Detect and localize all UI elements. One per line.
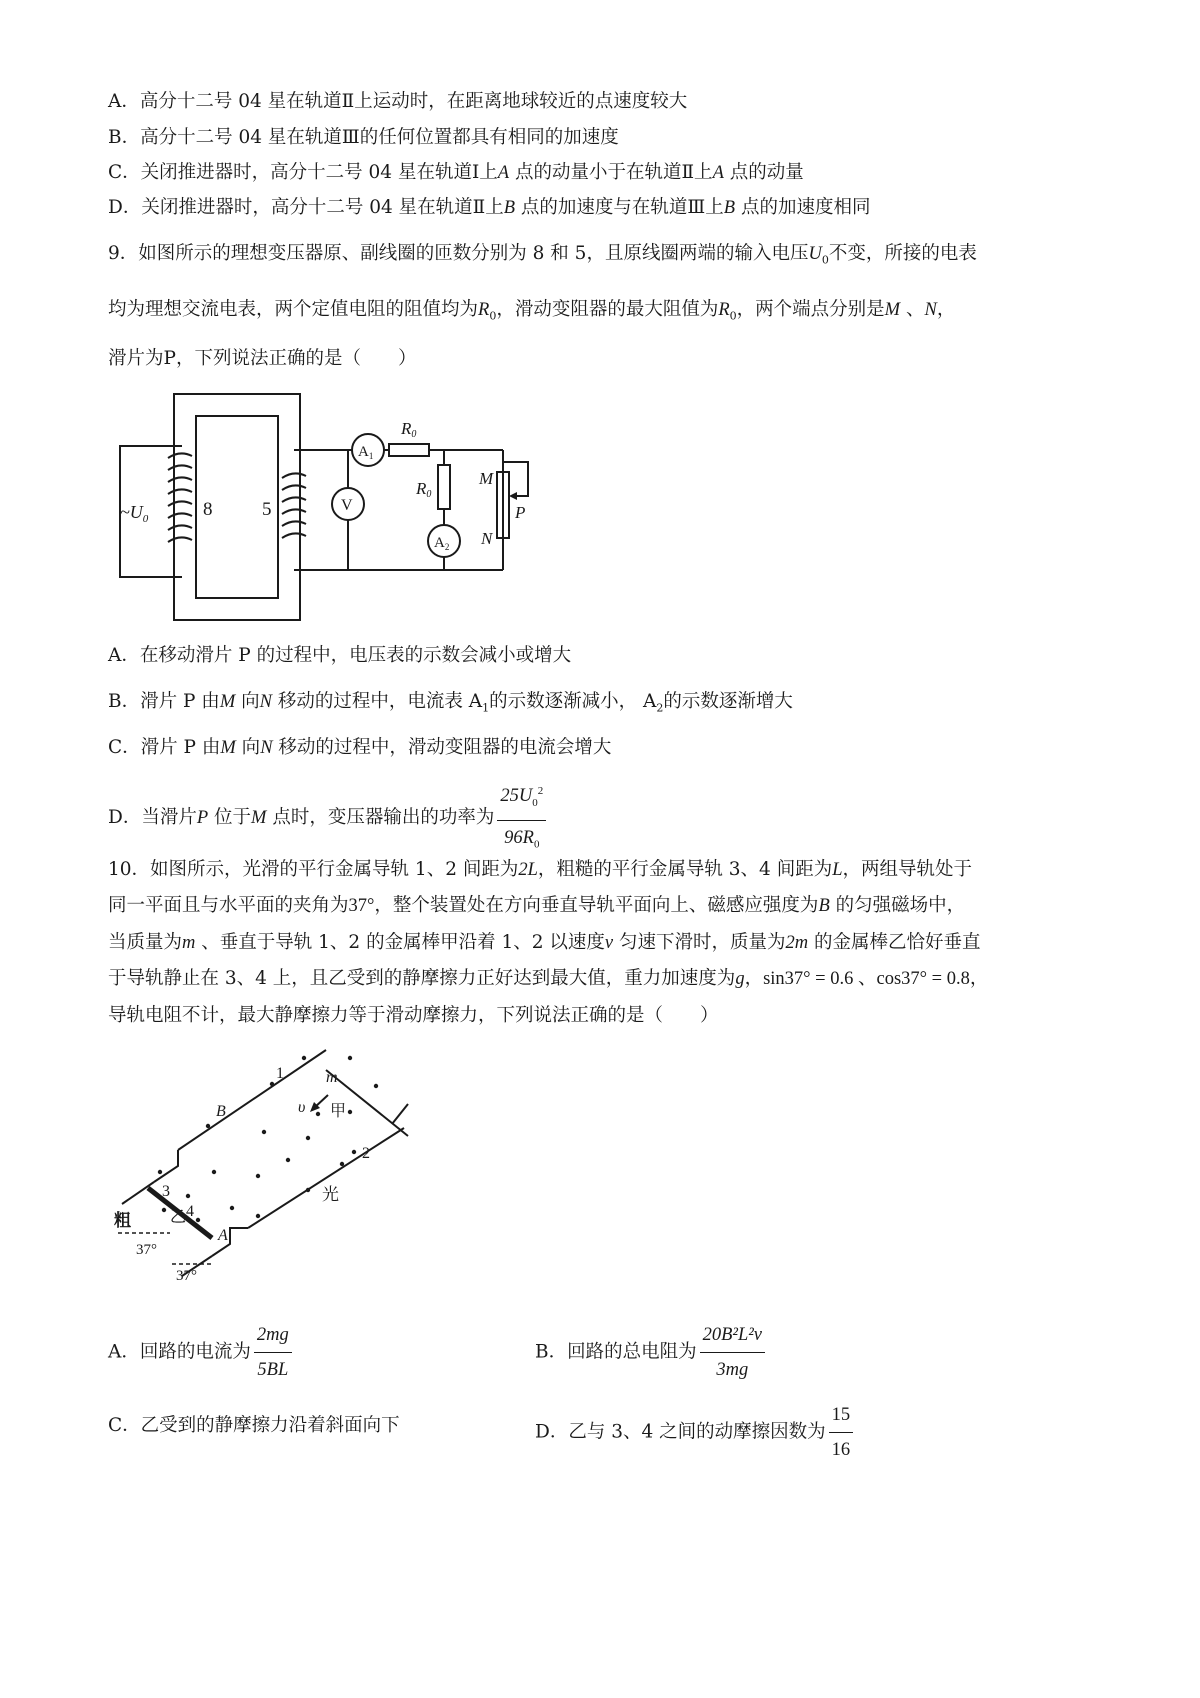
resistor-r0-top <box>389 444 429 456</box>
q9-stem-line3 <box>108 347 416 371</box>
q10-stem-text: 、垂直于导轨 1、2 的金属棒甲沿着 1、2 以速度 <box>195 932 605 953</box>
q8-option-a-text: A．高分十二号 04 星在轨道Ⅱ上运动时，在距离地球较近的点速度较大 <box>108 91 688 112</box>
secondary-turns-label: 5 <box>262 499 272 520</box>
q9-stem-line1 <box>108 242 977 273</box>
q9-option-b-text: 的示数逐渐减小， A <box>489 691 657 712</box>
slider-arrow-icon <box>509 492 517 500</box>
q8-option-d <box>108 196 870 220</box>
q10-stem-text: ，粗糙的平行金属导轨 3、4 间距为 <box>537 859 833 880</box>
q8-option-c-mid: 点的动量小于在轨道Ⅱ上 <box>509 162 713 183</box>
rod-jia-label: 甲 <box>330 1103 347 1120</box>
fraction-denominator: 3mg <box>716 1360 749 1380</box>
q9-option-a <box>108 644 571 668</box>
rheostat-m-label: M <box>479 469 494 488</box>
q9-option-b-text: 向 <box>235 691 260 712</box>
endpoint-m: M <box>219 692 236 712</box>
rough-label: 粗 <box>114 1211 131 1230</box>
q8-option-c-text: C．关闭推进器时，高分十二号 04 星在轨道Ⅰ上 <box>108 162 498 183</box>
endpoint-m: M <box>251 807 267 828</box>
trig-values: ，sin37° = 0.6 、cos37° = 0.8， <box>744 969 989 989</box>
point-a-label: A <box>218 1227 228 1244</box>
q9-option-b-text: 移动的过程中，电流表 A <box>271 691 483 712</box>
q9-stem-text: 9．如图所示的理想变压器原、副线圈的匝数分别为 8 和 5，且原线圈两端的输入电压 <box>108 243 809 264</box>
q9-option-b-text: B．滑片 P 由 <box>108 691 220 712</box>
q10-stem-text-end: ，两组导轨处于 <box>842 859 973 880</box>
endpoint-n: N <box>924 300 937 320</box>
rail-1-label: 1 <box>276 1065 284 1082</box>
voltmeter-label: V <box>341 497 353 514</box>
q8-option-c <box>108 161 804 185</box>
fraction-denominator: 5BL <box>257 1360 289 1380</box>
resistor-subscript: 0 <box>489 309 497 323</box>
transformer-circuit-diagram <box>108 390 558 630</box>
q9-stem-text-end: 不变，所接的电表 <box>828 243 977 264</box>
q10-stem-line4 <box>108 967 988 991</box>
q9-stem-text-end: ， <box>936 299 956 320</box>
point-b-label: B <box>216 1103 226 1120</box>
velocity-v: v <box>604 933 614 953</box>
spacing-2l: 2L <box>518 860 538 880</box>
q10-stem-text: 导轨电阻不计，最大静摩擦力等于滑动摩擦力，下列说法正确的是（ ） <box>108 1005 719 1026</box>
voltage-subscript: 0 <box>821 253 829 267</box>
resistance-fraction <box>700 1320 765 1385</box>
gravity-g: g <box>735 969 745 989</box>
primary-coil <box>168 453 192 542</box>
q9-stem-text: 均为理想交流电表，两个定值电阻的阻值均为 <box>108 299 479 320</box>
primary-turns-label: 8 <box>203 499 213 520</box>
rail-2 <box>248 1128 404 1228</box>
point-a-label: A <box>712 163 724 183</box>
q10-stem-line3 <box>108 931 981 955</box>
q8-option-d-end: 点的加速度相同 <box>735 197 871 218</box>
q10-stem-line2 <box>108 894 965 918</box>
q9-option-c-text: 向 <box>235 737 261 758</box>
q10-stem-line1 <box>108 858 972 882</box>
resistor-symbol: R <box>478 300 490 320</box>
q8-option-d-text: D．关闭推进器时，高分十二号 04 星在轨道Ⅱ上 <box>108 197 504 218</box>
q8-option-d-mid: 点的加速度与在轨道Ⅲ上 <box>515 197 724 218</box>
endpoint-n: N <box>259 692 272 712</box>
q9-stem-text: ，滑动变阻器的最大阻值为 <box>496 299 719 320</box>
endpoint-n: N <box>260 738 273 758</box>
q10-stem-text: 同一平面且与水平面的夹角为 <box>108 895 349 916</box>
q9-option-d-text: D．当滑片 <box>108 806 197 828</box>
r0-top-label: R0 <box>401 419 417 440</box>
mass-m: m <box>182 933 196 953</box>
point-b-label: B <box>723 198 736 218</box>
fraction-numerator: 15 <box>829 1400 854 1433</box>
point-b-label: B <box>503 198 516 218</box>
q10-stem-text: 于导轨静止在 3、4 上，且乙受到的静摩擦力正好达到最大值，重力加速度为 <box>108 968 736 989</box>
rod-yi-label: 乙 <box>170 1209 187 1226</box>
q9-stem-line2 <box>108 298 955 329</box>
q10-option-d-text: D．乙与 3、4 之间的动摩擦因数为 <box>535 1421 826 1443</box>
angle-value: 37° <box>348 896 375 916</box>
q9-option-b <box>108 690 793 721</box>
q10-option-b <box>535 1320 768 1385</box>
power-fraction <box>497 776 546 860</box>
q8-option-c-end: 点的动量 <box>723 162 804 183</box>
current-fraction <box>254 1320 292 1385</box>
q10-stem-text: 当质量为 <box>108 932 183 953</box>
q9-stem-text: 滑片为P，下列说法正确的是（ ） <box>108 348 417 369</box>
q10-option-a <box>108 1320 295 1385</box>
step-left <box>154 1150 178 1182</box>
endpoint-m: M <box>220 738 236 758</box>
slider-p-label: P <box>515 503 526 522</box>
rail-3-label: 3 <box>162 1183 170 1200</box>
q9-option-c-text: C．滑片 P 由 <box>108 737 221 758</box>
q10-stem-text: 匀速下滑时，质量为 <box>613 932 786 953</box>
resistor-subscript: 0 <box>729 309 737 323</box>
separator: 、 <box>900 299 925 320</box>
q9-option-d <box>108 776 549 860</box>
ammeter-a2-label: $A_2$ <box>434 535 450 552</box>
rail-diagram <box>108 1040 448 1300</box>
q9-option-b-text-end: 的示数逐渐增大 <box>663 691 793 712</box>
q9-stem-text: ，两个端点分别是 <box>736 299 885 320</box>
resistor-r0-middle <box>438 465 450 509</box>
q8-option-b <box>108 126 619 150</box>
spacing-l: L <box>832 860 843 880</box>
q8-option-b-text: B．高分十二号 04 星在轨道Ⅲ的任何位置都具有相同的加速度 <box>108 127 619 148</box>
fraction-denominator: $96R_0$ <box>504 827 540 851</box>
rail-2-label: 2 <box>362 1145 370 1162</box>
fraction-numerator: $25U_0^2$ <box>497 776 546 821</box>
mass-label: m <box>326 1069 338 1086</box>
rheostat-slider-wire <box>503 462 528 496</box>
q9-option-d-text: 点时，变压器输出的功率为 <box>266 806 495 828</box>
rail-4-label: 4 <box>186 1203 194 1220</box>
q8-option-a <box>108 90 687 114</box>
q10-stem-text-end: 的金属棒乙恰好垂直 <box>808 932 981 953</box>
field-b: B <box>818 896 830 916</box>
q10-stem-text: 10．如图所示，光滑的平行金属导轨 1、2 间距为 <box>108 859 519 880</box>
point-a-label: A <box>497 163 510 183</box>
voltage-symbol: U <box>808 244 822 264</box>
resistor-symbol: R <box>718 300 730 320</box>
transformer-core-outer <box>174 394 300 620</box>
endpoint-m: M <box>884 300 901 320</box>
q10-option-d <box>535 1400 856 1465</box>
angle-label-upper: 37° <box>136 1242 157 1258</box>
secondary-coil <box>282 473 306 538</box>
rail-3 <box>122 1182 154 1204</box>
fraction-numerator: 20B²L²v <box>700 1320 765 1353</box>
source-label: $\sim U_0$ <box>120 502 149 525</box>
fraction-numerator: 2mg <box>254 1320 292 1353</box>
velocity-label: υ <box>298 1099 306 1116</box>
q10-option-b-text: B．回路的总电阻为 <box>535 1341 697 1363</box>
slider-p: P <box>196 807 209 828</box>
q10-option-c <box>108 1414 400 1438</box>
q10-stem-line5 <box>108 1004 719 1028</box>
q9-option-d-text: 位于 <box>208 806 252 828</box>
magnetic-field-dots <box>158 1056 378 1222</box>
ammeter-a1-label: $A_1$ <box>358 444 374 461</box>
q9-option-c <box>108 736 611 760</box>
mass-2m: 2m <box>785 933 809 953</box>
r0-middle-label: R0 <box>416 479 432 500</box>
q9-option-a-text: A．在移动滑片 P 的过程中，电压表的示数会减小或增大 <box>108 645 572 666</box>
fraction-denominator: 16 <box>831 1440 851 1460</box>
smooth-label: 光 <box>322 1185 339 1204</box>
angle-label-lower: 37° <box>176 1268 197 1284</box>
q10-option-c-text: C．乙受到的静摩擦力沿着斜面向下 <box>108 1415 400 1436</box>
q10-stem-text: ，整个装置处在方向垂直导轨平面向上、磁感应强度为 <box>374 895 819 916</box>
q10-option-a-text: A．回路的电流为 <box>108 1341 251 1363</box>
ammeter-subscript: 2 <box>656 701 664 715</box>
q9-option-c-text-end: 移动的过程中，滑动变阻器的电流会增大 <box>272 737 612 758</box>
friction-fraction <box>829 1400 854 1465</box>
ammeter-subscript: 1 <box>482 701 490 715</box>
rheostat-n-label: N <box>481 529 493 548</box>
q10-stem-text-end: 的匀强磁场中， <box>829 895 966 916</box>
